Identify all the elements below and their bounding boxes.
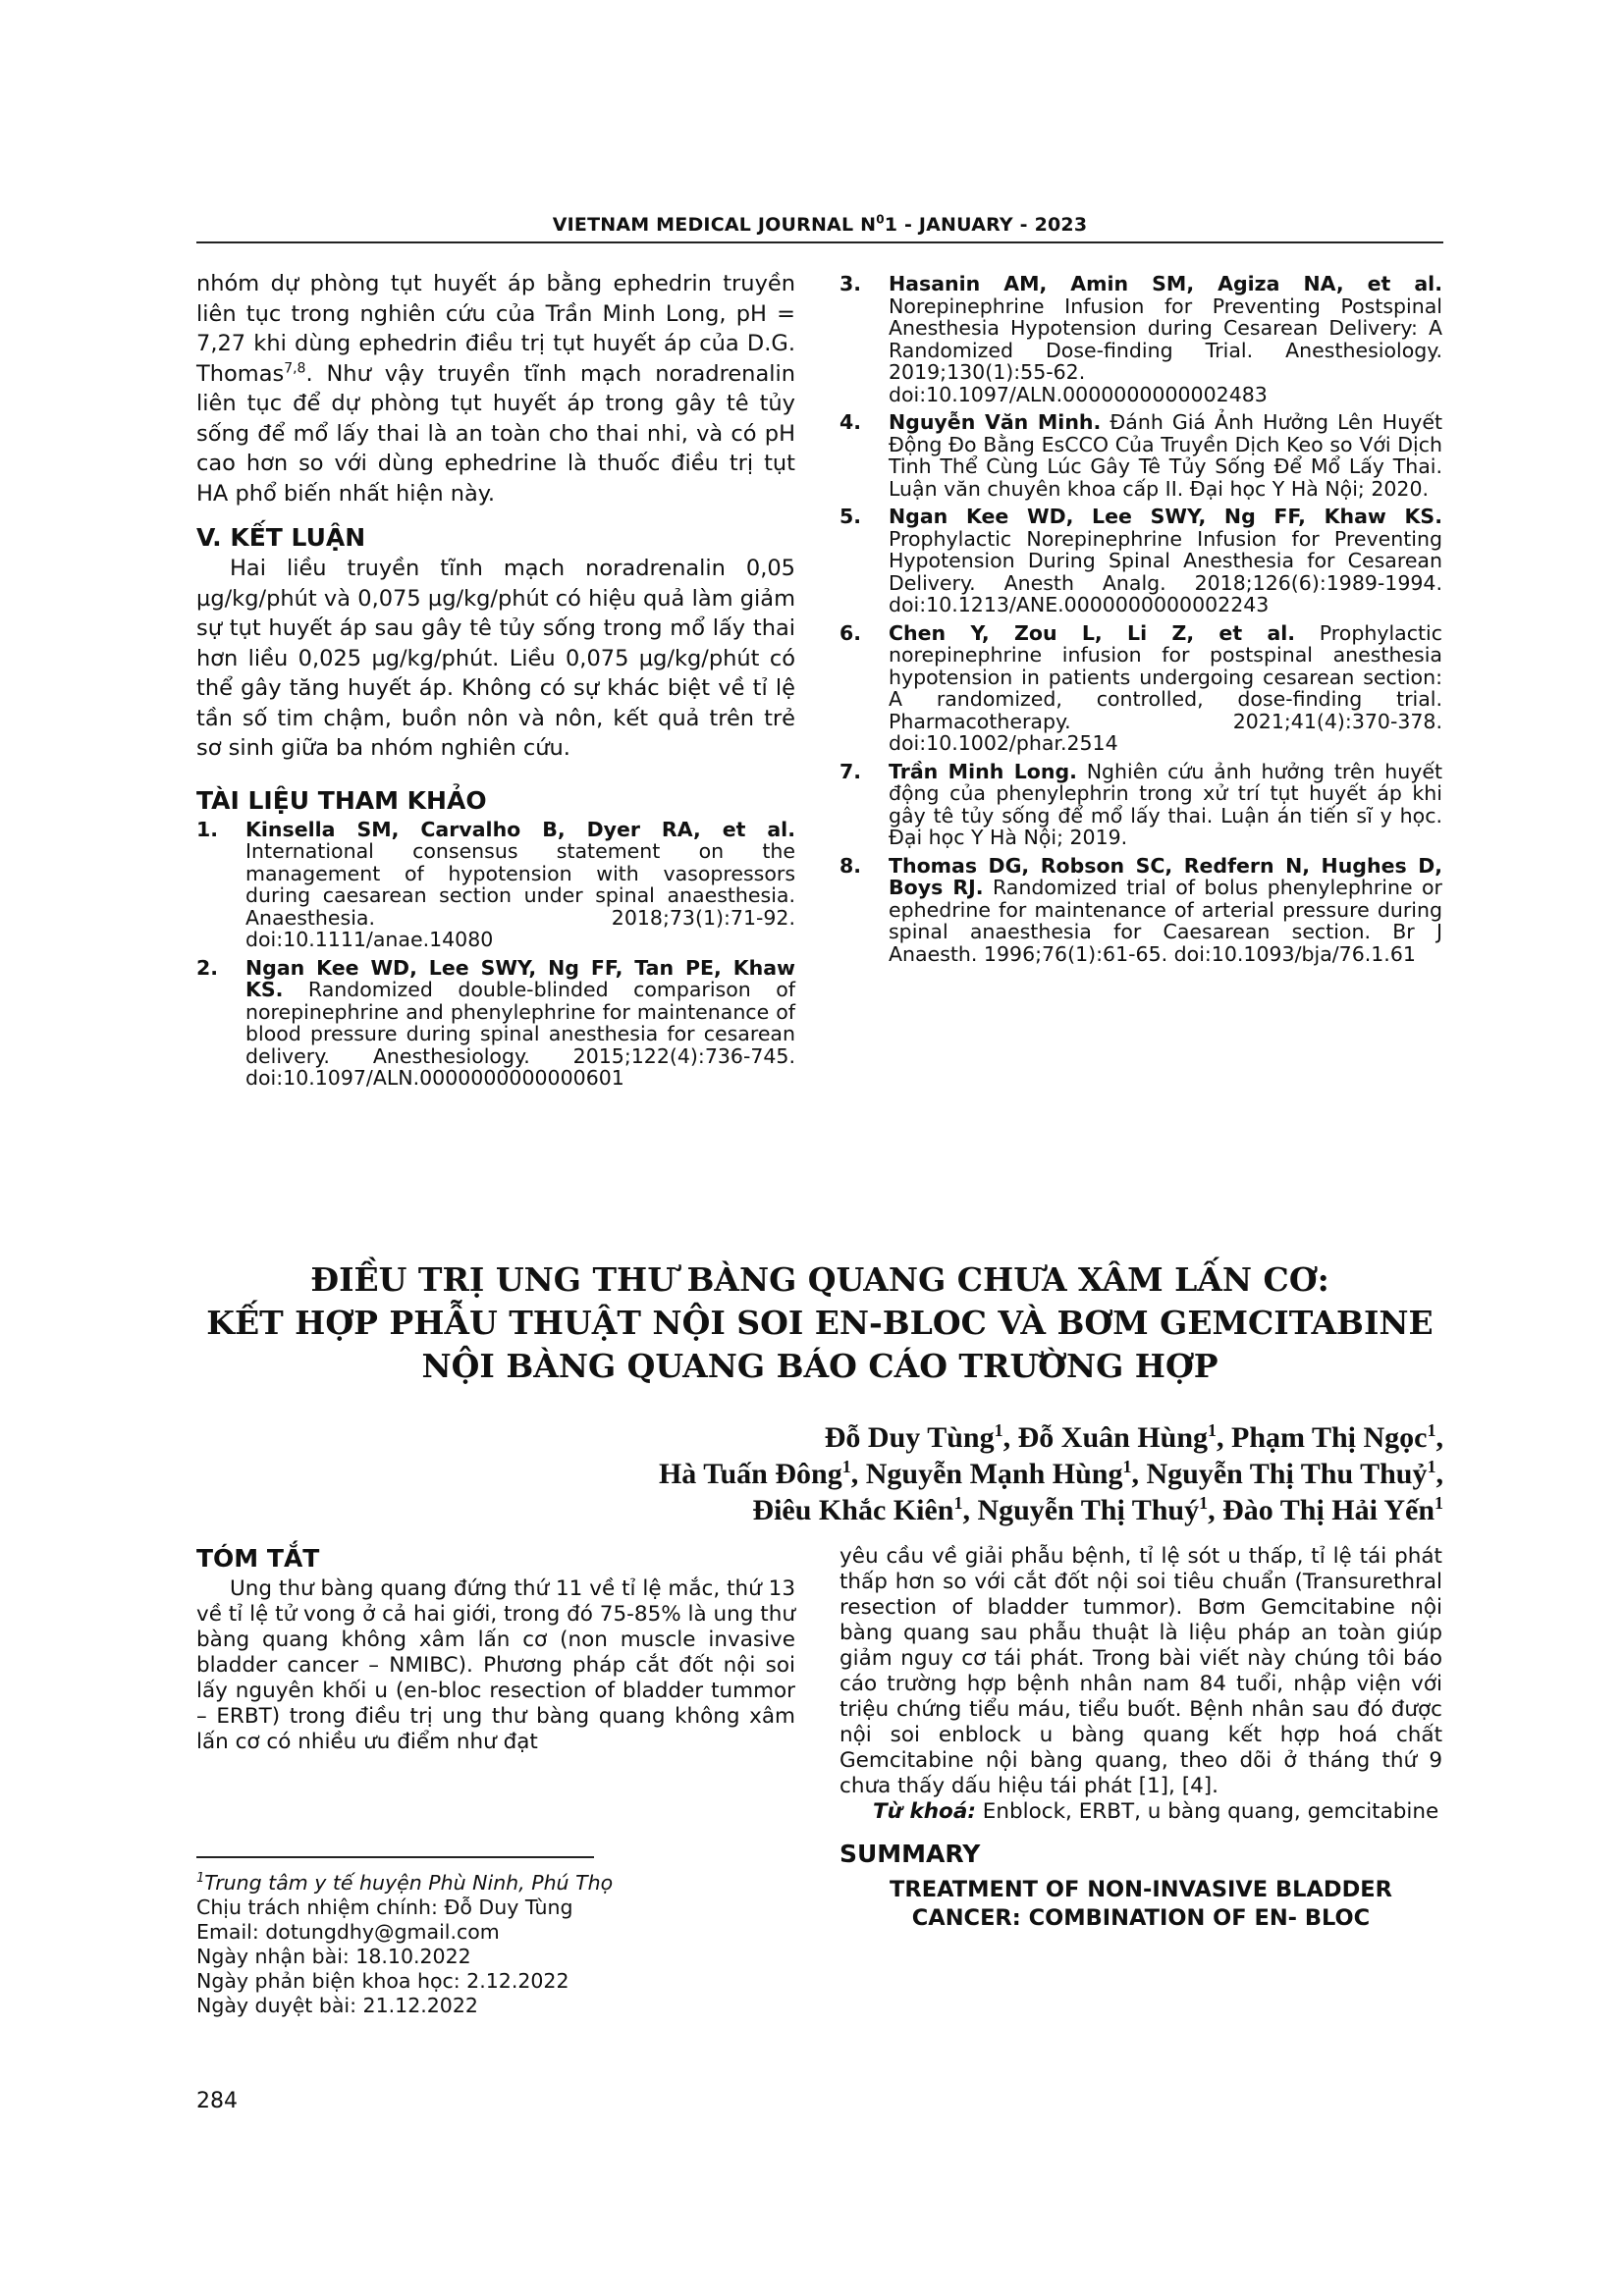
abstract-text-right: yêu cầu về giải phẫu bệnh, tỉ lệ sót u thấp, tỉ lệ tái phát thấp hơn so với cắt đốt nội soi tiêu chuẩn (Transurethral resection of bladder tummor). Bơm Gemcitabine nội bàng quang sau phẫu thuật là liệu pháp an toàn giúp giảm nguy cơ tái phát. Trong bài viết này chúng tôi báo cáo trường hợp bệnh nhân nam 84 tuổi, nhập viện với triệu chứng tiểu máu, tiểu buốt. Bệnh nhân sau đó được nội soi enblock u bàng quang kết hợp hoá chất Gemcitabine nội bàng quang, theo dõi ở tháng thứ 9 chưa thấy dấu hiệu tái phát [1], [4]. — [839, 1544, 1442, 1798]
author-list: Đỗ Duy Tùng$^1$, Đỗ Xuân Hùng$^1$, Phạm Thị Ngọc$^1$, Hà Tuấn Đông$^1$, Nguyễn Mạnh Hùng$^1$, Nguyễn Thị Thu Thuỷ$^1$, Điêu Khắc Kiên$^1$, Nguyễn Thị Thuý$^1$, Đào Thị Hải Yến$^1$ — [658, 1420, 1443, 1526]
reference-list-right — [839, 273, 1442, 971]
references-heading: TÀI LIỆU THAM KHẢO — [196, 785, 487, 815]
reference-item: 8. Thomas DG, Robson SC, Redfern N, Hughes D, Boys RJ. Randomized trial of bolus phenylephrine or ephedrine for maintenance of arterial pressure during spinal anaesthesia for Caesarean section. Br J Anaesth. 1996;76(1):61-65. doi:10.1093/bja/76.1.61 — [839, 853, 1442, 966]
summary-heading: SUMMARY — [839, 1840, 981, 1868]
reference-item: 6. Chen Y, Zou L, Li Z, et al. Prophylactic norepinephrine infusion for postspinal anesthesia hypotension in patients undergoing cesarean section: A randomized, controlled, dose-finding trial. Pharmacotherapy. 2021;41(4):370-378. doi:10.1002/phar.2514 — [839, 620, 1442, 755]
page-number: 284 — [196, 2089, 238, 2113]
accepted-date: Ngày duyệt bài: 21.12.2022 — [196, 1994, 478, 2017]
reference-item: 5. Ngan Kee WD, Lee SWY, Ng FF, Khaw KS. Prophylactic Norepinephrine Infusion for Preventing Hypotension During Spinal Anesthesia for Cesarean Delivery. Anesth Analg. 2018;126(6):1989-1994. doi:10.1213/ANE.0000000000002243 — [839, 505, 1442, 616]
abstract-text-left: Ung thư bàng quang đứng thứ 11 về tỉ lệ mắc, thứ 13 về tỉ lệ tử vong ở cả hai giới, trong đó 75-85% là ung thư bàng quang không xâm lấn cơ (non muscle invasive bladder cancer – NMIBC). Phương pháp cắt đốt nội soi lấy nguyên khối u (en-bloc resection of bladder tummor – ERBT) trong điều trị ung thư bàng quang không xâm lấn cơ có nhiều ưu điểm như đạt — [196, 1576, 795, 1754]
article-title: ĐIỀU TRỊ UNG THƯ BÀNG QUANG CHƯA XÂM LẤN CƠ: KẾT HỢP PHẪU THUẬT NỘI SOI EN-BLOC VÀ BƠM GEMCITABINE NỘI BÀNG QUANG BÁO CÁO TRƯỜNG HỢP — [206, 1260, 1434, 1385]
header-rule — [196, 241, 1443, 243]
received-date: Ngày nhận bài: 18.10.2022 — [196, 1945, 471, 1968]
conclusion-paragraph: Hai liều truyền tĩnh mạch noradrenalin 0,05 µg/kg/phút và 0,075 µg/kg/phút có hiệu quả làm giảm sự tụt huyết áp sau gây tê tủy sống trong mổ lấy thai hơn liều 0,025 µg/kg/phút. Liều 0,075 µg/kg/phút có thể gây tăng huyết áp. Không có sự khác biệt về tỉ lệ tần số tim chậm, buồn nôn và nôn, kết quả trên trẻ sơ sinh giữa ba nhóm nghiên cứu. — [196, 556, 795, 761]
footnote-rule — [196, 1856, 594, 1858]
citation-sup: 7,8 — [284, 360, 306, 376]
abstract-left — [196, 1543, 795, 1755]
reference-item: 1. Kinsella SM, Carvalho B, Dyer RA, et al. International consensus statement on the management of hypotension with vasopressors during caesarean section under spinal anaesthesia. Anaesthesia. 2018;73(1):71-92. doi:10.1111/anae.14080 — [196, 817, 795, 951]
reviewed-date: Ngày phản biện khoa học: 2.12.2022 — [196, 1969, 569, 1993]
journal-name: VIETNAM MEDICAL JOURNAL N — [552, 214, 877, 236]
discussion-paragraph: nhóm dự phòng tụt huyết áp bằng ephedrin truyền liên tục trong nghiên cứu của Trần Minh Long, pH = 7,27 khi dùng ephedrin điều trị tụt huyết áp của D.G. Thomas$^{7,8}$. Như vậy truyền tĩnh mạch noradrenalin liên tục để dự phòng tụt huyết áp trong gây tê tủy sống để mổ lấy thai là an toàn cho thai nhi, và có pH cao hơn so với dùng ephedrine là thuốc điều trị tụt HA phổ biến nhất hiện này. — [196, 271, 795, 507]
footnote: $^1$Trung tâm y tế huyện Phù Ninh, Phú Thọ Chịu trách nhiệm chính: Đỗ Duy Tùng Email: dotungdhy@gmail.com Ngày nhận bài: 18.10.2022 Ngày phản biện khoa học: 2.12.2022 Ngày duyệt bài: 21.12.2022 — [196, 1871, 805, 2018]
journal-header — [196, 214, 1443, 236]
issue-sup: 0 — [876, 212, 885, 227]
issue-date: 1 - JANUARY - 2023 — [884, 214, 1088, 236]
abstract-right — [839, 1544, 1442, 1933]
corresponding-author: Chịu trách nhiệm chính: Đỗ Duy Tùng — [196, 1896, 573, 1919]
reference-item: 3. Hasanin AM, Amin SM, Agiza NA, et al. Norepinephrine Infusion for Preventing Postspinal Anesthesia Hypotension during Cesarean Delivery: A Randomized Dose-finding Trial. Anesthesiology. 2019;130(1):55-62. doi:10.1097/ALN.0000000000002483 — [839, 272, 1442, 406]
reference-item: 2. Ngan Kee WD, Lee SWY, Ng FF, Tan PE, Khaw KS. Randomized double-blinded comparison of norepinephrine and phenylephrine for maintenance of blood pressure during spinal anesthesia for cesarean delivery. Anesthesiology. 2015;122(4):736-745. doi:10.1097/ALN.0000000000000601 — [196, 955, 795, 1090]
reference-item: 7. Trần Minh Long. Nghiên cứu ảnh hưởng trên huyết động của phenylephrin trong xử trí tụt huyết áp khi gây tê tủy sống để mổ lấy thai. Luận án tiến sĩ y học. Đại học Y Hà Nội; 2019. — [839, 759, 1442, 849]
left-column — [196, 269, 795, 1095]
reference-item: 4. Nguyễn Văn Minh. Đánh Giá Ảnh Hưởng Lên Huyết Động Đo Bằng EsCCO Của Truyền Dịch Keo so Với Dịch Tinh Thể Cùng Lúc Gây Tê Tủy Sống Để Mổ Lấy Thai. Luận văn chuyên khoa cấp II. Đại học Y Hà Nội; 2020. — [839, 410, 1442, 501]
conclusion-heading: V. KẾT LUẬN — [196, 523, 366, 552]
affiliation: Trung tâm y tế huyện Phù Ninh, Phú Thọ — [204, 1871, 614, 1895]
reference-list-left — [196, 819, 795, 1090]
keywords-label: Từ khoá: — [873, 1799, 976, 1824]
email: Email: dotungdhy@gmail.com — [196, 1920, 500, 1944]
keywords: Từ khoá: Enblock, ERBT, u bàng quang, gemcitabine — [873, 1799, 1439, 1824]
summary-title: TREATMENT OF NON-INVASIVE BLADDER CANCER: COMBINATION OF EN- BLOC — [890, 1877, 1392, 1931]
abstract-heading: TÓM TẮT — [196, 1544, 320, 1573]
